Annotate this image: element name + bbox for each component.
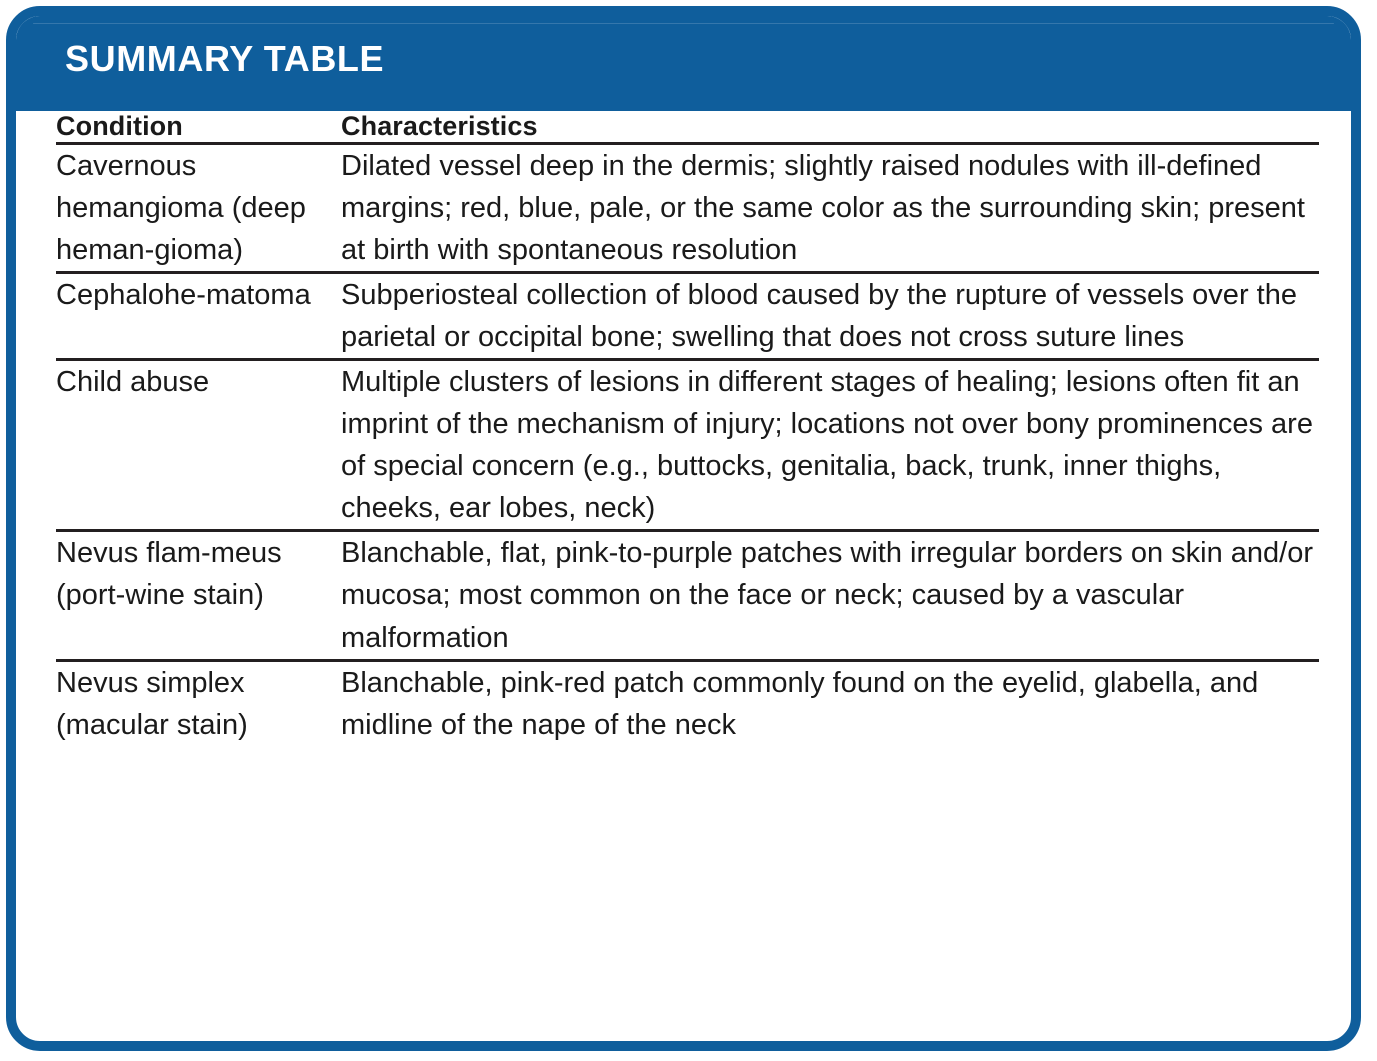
cell-condition: Cephalohe-matoma xyxy=(56,273,339,360)
cell-characteristics: Multiple clusters of lesions in different stages of healing; lesions often fit an imprint of the mechanism of injury; locations not over bony prominences are of special concern (e.g., buttocks, genitalia, back, trunk, inner thighs, cheeks, ear lobes, neck) xyxy=(339,360,1319,531)
table-head xyxy=(56,111,1319,144)
table-row xyxy=(56,273,1319,360)
table-header-row xyxy=(56,111,1319,144)
cell-condition: Child abuse xyxy=(56,360,339,531)
cell-condition: Nevus flam-meus (port-wine stain) xyxy=(56,531,339,660)
column-header-condition: Condition xyxy=(56,111,339,144)
cell-condition: Cavernous hemangioma (deep heman-gioma) xyxy=(56,144,339,273)
cell-characteristics: Blanchable, flat, pink-to-purple patches with irregular borders on skin and/or mucosa; most common on the face or neck; caused by a vascular malformation xyxy=(339,531,1319,660)
cell-condition: Nevus simplex (macular stain) xyxy=(56,666,248,741)
card-header xyxy=(15,15,1352,111)
cell-characteristics: Subperiosteal collection of blood caused by the rupture of vessels over the parietal or occipital bone; swelling that does not cross suture lines xyxy=(339,273,1319,360)
table-row xyxy=(56,360,1319,531)
card-body xyxy=(16,111,1351,746)
table-row xyxy=(56,531,1319,660)
table-body xyxy=(56,144,1319,746)
cell-characteristics: Blanchable, pink-red patch commonly found on the eyelid, glabella, and midline of the nape of the neck xyxy=(341,666,1259,741)
cell-characteristics: Dilated vessel deep in the dermis; slightly raised nodules with ill-defined margins; red, blue, pale, or the same color as the surrounding skin; present at birth with spontaneous resolution xyxy=(339,144,1319,273)
summary-table xyxy=(56,111,1319,746)
table-row xyxy=(56,660,1319,746)
page-title: SUMMARY TABLE xyxy=(65,38,385,79)
summary-table-card xyxy=(6,6,1361,1051)
table-row xyxy=(56,144,1319,273)
column-header-characteristics: Characteristics xyxy=(339,111,1319,144)
